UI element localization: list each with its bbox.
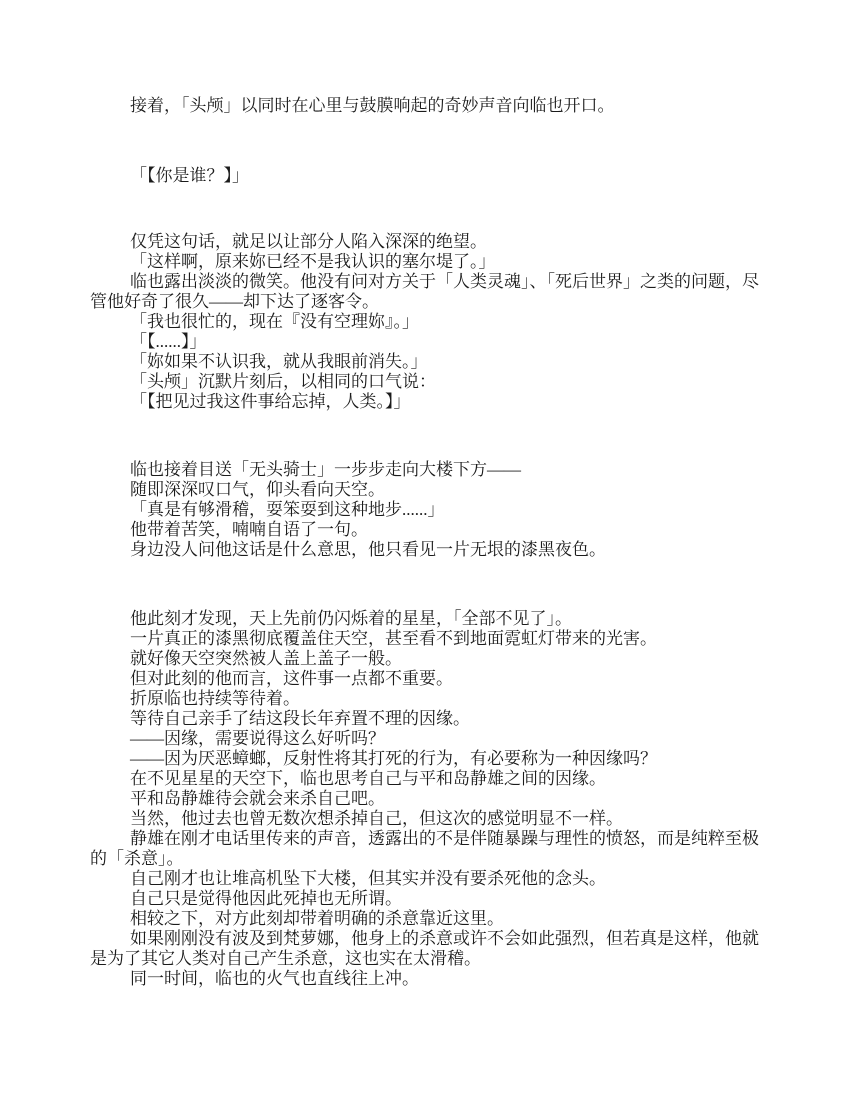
paragraph: 随即深深叹口气，仰头看向天空。: [130, 480, 385, 499]
paragraph: 相较之下，对方此刻却带着明确的杀意靠近这里。: [130, 909, 504, 928]
paragraph: 临也露出淡淡的微笑。他没有问对方关于「人类灵魂」、「死后世界」之类的问题，尽管他好奇了很久——却下达了逐客令。: [90, 272, 759, 311]
paragraph: 「【把见过我这件事给忘掉，人类。】」: [130, 392, 411, 411]
blank-gap: [90, 412, 760, 460]
paragraph: 在不见星星的天空下，临也思考自己与平和岛静雄之间的因缘。: [130, 769, 606, 788]
paragraph: 静雄在刚才电话里传来的声音，透露出的不是伴随暴躁与理性的愤怒，而是纯粹至极的「杀意」。: [90, 829, 759, 868]
page-text: [90, 96, 760, 989]
paragraph-group-4: [90, 460, 760, 560]
paragraph: 「头颅」沉默片刻后，以相同的口气说：: [130, 372, 436, 391]
paragraph: 一片真正的漆黑彻底覆盖住天空，甚至看不到地面霓虹灯带来的光害。: [130, 629, 657, 648]
paragraph: 他此刻才发现，天上先前仍闪烁着的星星，「全部不见了」。: [130, 609, 572, 628]
paragraph: 临也接着目送「无头骑士」一步步走向大楼下方——: [130, 460, 521, 479]
paragraph: 「妳如果不认识我，就从我眼前消失。」: [130, 352, 428, 371]
paragraph: 折原临也持续等待着。: [130, 689, 300, 708]
paragraph: 自己刚才也让堆高机坠下大楼，但其实并没有要杀死他的念头。: [130, 869, 606, 888]
paragraph-group-1: [90, 96, 760, 116]
paragraph-group-3: [90, 232, 760, 412]
paragraph-group-5: [90, 609, 760, 989]
paragraph: 「【......】」: [130, 332, 207, 351]
paragraph: 「真是有够滑稽，耍笨耍到这种地步......」: [130, 500, 445, 519]
paragraph: 但对此刻的他而言，这件事一点都不重要。: [130, 669, 453, 688]
paragraph: 同一时间，临也的火气也直线往上冲。: [130, 969, 419, 988]
paragraph: 「这样啊，原来妳已经不是我认识的塞尔堤了。」: [130, 252, 496, 271]
paragraph: 等待自己亲手了结这段长年弃置不理的因缘。: [130, 709, 470, 728]
paragraph: 如果刚刚没有波及到梵萝娜，他身上的杀意或许不会如此强烈，但若真是这样，他就是为了其它人类对自己产生杀意，这也实在太滑稽。: [90, 929, 759, 968]
paragraph: 仅凭这句话，就足以让部分人陷入深深的绝望。: [130, 232, 487, 251]
paragraph: 他带着苦笑，喃喃自语了一句。: [130, 520, 368, 539]
paragraph: 自己只是觉得他因此死掉也无所谓。: [130, 889, 402, 908]
paragraph: 接着，「头颅」以同时在心里与鼓膜响起的奇妙声音向临也开口。: [130, 96, 615, 115]
blank-gap: [90, 186, 760, 232]
blank-gap: [90, 116, 760, 166]
paragraph: 平和岛静雄待会就会来杀自己吧。: [130, 789, 385, 808]
paragraph: ——因缘，需要说得这么好听吗？: [130, 729, 385, 748]
paragraph: 身边没人问他这话是什么意思，他只看见一片无垠的漆黑夜色。: [130, 540, 606, 559]
paragraph: 「我也很忙的，现在『没有空理妳』。」: [130, 312, 419, 331]
paragraph: 「【你是谁？】」: [130, 166, 249, 185]
blank-gap: [90, 560, 760, 609]
paragraph: 当然，他过去也曾无数次想杀掉自己，但这次的感觉明显不一样。: [130, 809, 623, 828]
paragraph: 就好像天空突然被人盖上盖子一般。: [130, 649, 402, 668]
paragraph: ——因为厌恶蟑螂，反射性将其打死的行为，有必要称为一种因缘吗？: [130, 749, 657, 768]
paragraph-group-2: [90, 166, 760, 186]
